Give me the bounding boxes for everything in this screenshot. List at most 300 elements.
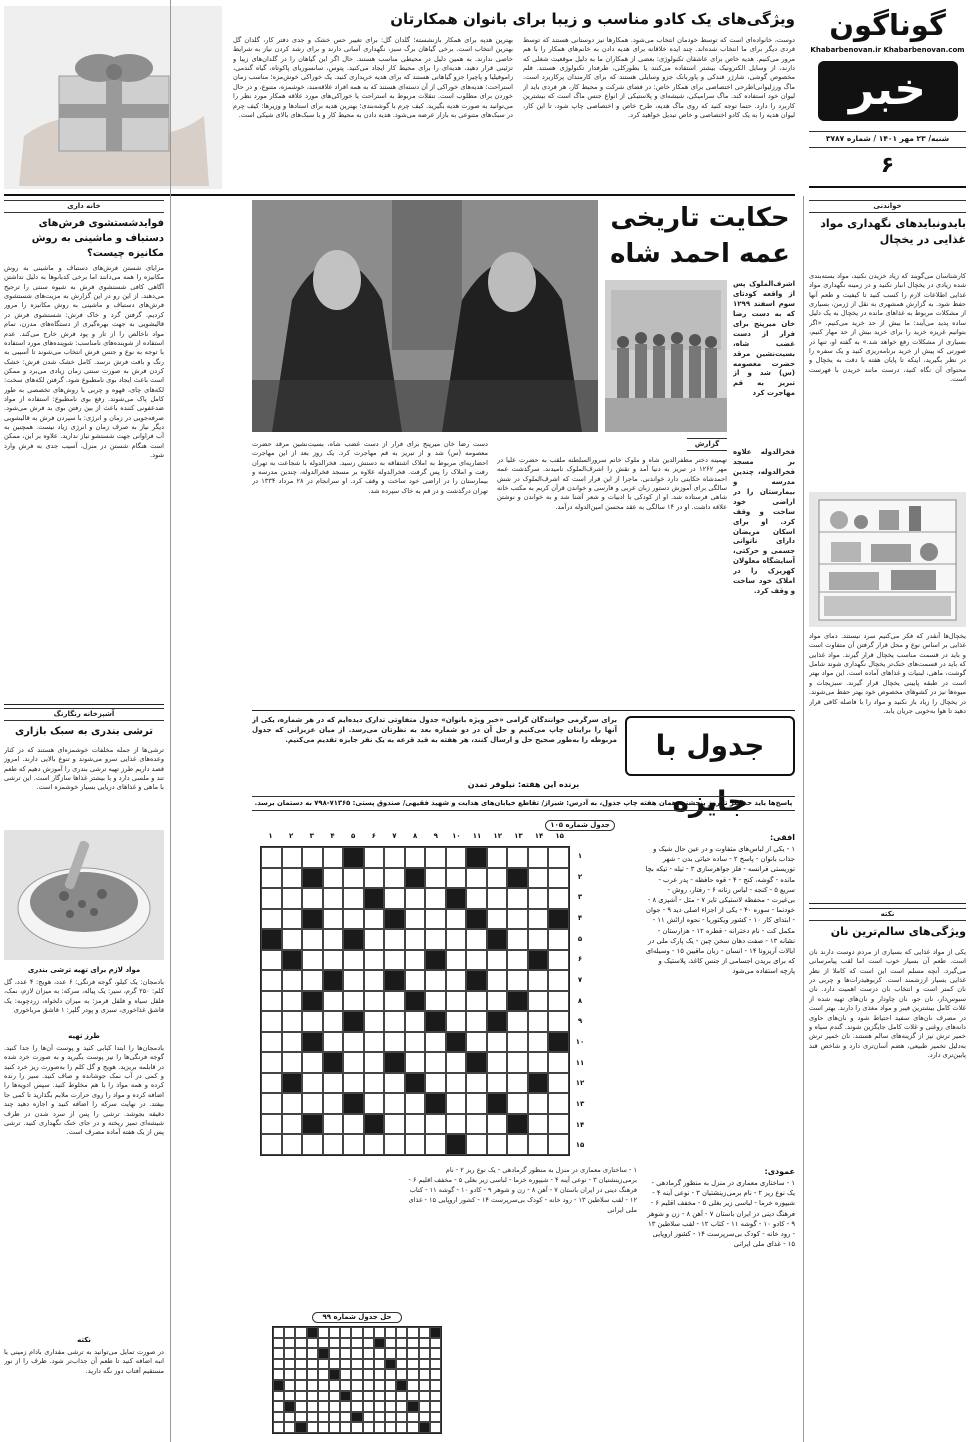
answer-cell[interactable] bbox=[364, 970, 385, 991]
bread-article bbox=[809, 908, 966, 1438]
answer-cell[interactable] bbox=[446, 909, 467, 930]
answer-cell[interactable] bbox=[384, 1114, 405, 1135]
answer-cell[interactable] bbox=[528, 1093, 549, 1114]
answer-black-cell bbox=[385, 1359, 396, 1370]
answer-cell[interactable] bbox=[425, 847, 446, 868]
answers-label: حل جدول شماره ۹۹ bbox=[312, 1312, 402, 1323]
answer-cell[interactable] bbox=[302, 1093, 323, 1114]
masthead bbox=[809, 6, 966, 188]
answer-grid-cell bbox=[318, 1369, 329, 1380]
answer-cell[interactable] bbox=[261, 991, 282, 1012]
column-number: ۹ bbox=[433, 832, 438, 840]
answer-cell[interactable] bbox=[323, 847, 344, 868]
answer-cell[interactable] bbox=[425, 970, 446, 991]
answer-black-cell bbox=[329, 1369, 340, 1380]
row-number: ۱۴ bbox=[575, 1120, 585, 1129]
answer-cell[interactable] bbox=[261, 1073, 282, 1094]
answer-grid-cell bbox=[284, 1391, 295, 1402]
answer-grid-cell bbox=[295, 1369, 306, 1380]
answer-cell[interactable] bbox=[528, 970, 549, 991]
answer-cell[interactable] bbox=[528, 1032, 549, 1053]
answer-cell[interactable] bbox=[302, 1052, 323, 1073]
black-cell bbox=[446, 1134, 467, 1155]
answer-grid-cell bbox=[284, 1380, 295, 1391]
answer-grid-cell bbox=[273, 1412, 284, 1423]
answer-cell[interactable] bbox=[487, 888, 508, 909]
answer-cell[interactable] bbox=[323, 1093, 344, 1114]
black-cell bbox=[528, 1073, 549, 1094]
answer-black-cell bbox=[374, 1338, 385, 1349]
answer-cell[interactable] bbox=[528, 1052, 549, 1073]
answer-cell[interactable] bbox=[425, 1114, 446, 1135]
answer-cell[interactable] bbox=[261, 1032, 282, 1053]
answer-cell[interactable] bbox=[548, 868, 569, 889]
answer-cell[interactable] bbox=[323, 929, 344, 950]
answer-cell[interactable] bbox=[507, 929, 528, 950]
answer-cell[interactable] bbox=[446, 991, 467, 1012]
pickle-headline: ترشی بندری به سبک بازاری bbox=[15, 726, 153, 737]
answer-cell[interactable] bbox=[282, 1052, 303, 1073]
fridge-text-bottom: یخچال‌ها آنقدر که فکر می‌کنیم سرد نیستند. دمای مواد غذایی بر اساس نوع و محل قرار گرفتن آن متفاوت است و باید در قسمت مناسب یخچال قرار گیرند. مواد غذایی که باید در قسمت‌های خنک‌تر یخچال نگهداری شوند شامل گوشت، ماهی، لبنیات و غذاهای آماده است. این مواد بهتر است در طبقه پایینی یخچال قرار گیرند. سبزیجات و میوه‌ها نیز در کشوهای مخصوص خود بهتر حفظ می‌شوند. در یخچال را زیاد باز نکنید و مواد را با فاصله کافی قرار دهید تا هوا به‌خوبی جریان یابد. bbox=[809, 632, 966, 715]
answer-grid-cell bbox=[430, 1348, 441, 1359]
row-number: ۹ bbox=[577, 1017, 583, 1026]
answer-cell[interactable] bbox=[343, 1052, 364, 1073]
answer-cell[interactable] bbox=[466, 868, 487, 889]
answer-cell[interactable] bbox=[343, 950, 364, 971]
answer-cell[interactable] bbox=[364, 1134, 385, 1155]
answer-cell[interactable] bbox=[323, 1073, 344, 1094]
column-number: ۲ bbox=[289, 832, 294, 840]
answer-cell[interactable] bbox=[487, 1114, 508, 1135]
answer-cell[interactable] bbox=[261, 847, 282, 868]
answer-cell[interactable] bbox=[364, 909, 385, 930]
answer-cell[interactable] bbox=[302, 929, 323, 950]
answer-cell[interactable] bbox=[282, 909, 303, 930]
row-number: ۱۱ bbox=[575, 1058, 585, 1067]
answer-cell[interactable] bbox=[302, 847, 323, 868]
answer-cell[interactable] bbox=[343, 888, 364, 909]
answer-cell[interactable] bbox=[282, 888, 303, 909]
answer-grid-cell bbox=[318, 1359, 329, 1370]
answer-grid-cell bbox=[396, 1412, 407, 1423]
answer-grid-cell bbox=[273, 1327, 284, 1338]
answer-grid-cell bbox=[396, 1401, 407, 1412]
answer-cell[interactable] bbox=[384, 847, 405, 868]
answer-cell[interactable] bbox=[446, 1011, 467, 1032]
answer-cell[interactable] bbox=[343, 1134, 364, 1155]
answer-cell[interactable] bbox=[384, 1032, 405, 1053]
answer-grid-cell bbox=[284, 1369, 295, 1380]
answer-cell[interactable] bbox=[507, 888, 528, 909]
answer-grid-cell bbox=[273, 1338, 284, 1349]
answer-grid-cell bbox=[374, 1391, 385, 1402]
answer-cell[interactable] bbox=[405, 1011, 426, 1032]
answer-black-cell bbox=[273, 1380, 284, 1391]
answer-cell[interactable] bbox=[302, 1073, 323, 1094]
group-photo-illustration bbox=[605, 280, 727, 432]
answer-cell[interactable] bbox=[548, 970, 569, 991]
answer-cell[interactable] bbox=[548, 888, 569, 909]
answer-cell[interactable] bbox=[302, 950, 323, 971]
answer-cell[interactable] bbox=[528, 909, 549, 930]
answer-cell[interactable] bbox=[487, 950, 508, 971]
answer-cell[interactable] bbox=[507, 1093, 528, 1114]
answer-cell[interactable] bbox=[384, 1134, 405, 1155]
answer-grid-cell bbox=[351, 1401, 362, 1412]
answer-cell[interactable] bbox=[261, 1011, 282, 1032]
answer-grid-cell bbox=[351, 1359, 362, 1370]
answer-cell[interactable] bbox=[323, 1134, 344, 1155]
answer-grid-cell bbox=[363, 1338, 374, 1349]
answer-cell[interactable] bbox=[323, 1114, 344, 1135]
history-sidebar-2: فخرالدوله علاوه بر مسجد فخرالدوله، چندین مدرسه و بیمارستان را در اراضی خود ساخت و وقف کرد. او برای اسکان مریضان دارای ناتوانی جسمی و حرکتی، آسایشگاه معلولان کهریزک را در املاک خود ساخت و وقف کرد. bbox=[733, 448, 795, 596]
answer-cell[interactable] bbox=[343, 1032, 364, 1053]
answer-grid-cell bbox=[318, 1391, 329, 1402]
black-cell bbox=[425, 1093, 446, 1114]
black-cell bbox=[446, 888, 467, 909]
black-cell bbox=[425, 950, 446, 971]
answer-cell[interactable] bbox=[487, 847, 508, 868]
gift-photo bbox=[4, 6, 222, 189]
answer-cell[interactable] bbox=[466, 1114, 487, 1135]
answer-cell[interactable] bbox=[446, 950, 467, 971]
answer-cell[interactable] bbox=[364, 1011, 385, 1032]
answer-cell[interactable] bbox=[466, 1073, 487, 1094]
answer-cell[interactable] bbox=[323, 909, 344, 930]
answer-cell[interactable] bbox=[487, 1052, 508, 1073]
answer-grid-cell bbox=[351, 1380, 362, 1391]
answer-cell[interactable] bbox=[282, 847, 303, 868]
answer-cell[interactable] bbox=[343, 909, 364, 930]
answer-grid-cell bbox=[374, 1380, 385, 1391]
answer-cell[interactable] bbox=[323, 1011, 344, 1032]
row-number: ۱۰ bbox=[575, 1037, 585, 1046]
answer-cell[interactable] bbox=[364, 1073, 385, 1094]
answer-cell[interactable] bbox=[302, 888, 323, 909]
logo-text: خبر bbox=[848, 64, 927, 116]
answer-cell[interactable] bbox=[343, 1073, 364, 1094]
answer-cell[interactable] bbox=[282, 1032, 303, 1053]
answer-cell[interactable] bbox=[261, 970, 282, 991]
answer-cell[interactable] bbox=[261, 950, 282, 971]
answer-grid-cell bbox=[295, 1348, 306, 1359]
column-number: ۱۱ bbox=[472, 832, 482, 840]
answer-black-cell bbox=[407, 1401, 418, 1412]
row-number: ۵ bbox=[577, 934, 583, 943]
answer-cell[interactable] bbox=[261, 1093, 282, 1114]
answer-cell[interactable] bbox=[261, 868, 282, 889]
answer-cell[interactable] bbox=[364, 1093, 385, 1114]
answer-cell[interactable] bbox=[405, 1114, 426, 1135]
answer-cell[interactable] bbox=[343, 1114, 364, 1135]
answer-black-cell bbox=[307, 1327, 318, 1338]
answer-cell[interactable] bbox=[528, 1011, 549, 1032]
answer-grid-cell bbox=[329, 1401, 340, 1412]
answer-cell[interactable] bbox=[466, 991, 487, 1012]
answer-cell[interactable] bbox=[364, 1032, 385, 1053]
answer-cell[interactable] bbox=[343, 868, 364, 889]
answer-grid-cell bbox=[340, 1401, 351, 1412]
answer-cell[interactable] bbox=[282, 991, 303, 1012]
answer-cell[interactable] bbox=[405, 970, 426, 991]
column-number: ۱۳ bbox=[514, 832, 523, 840]
answer-grid-cell bbox=[419, 1412, 430, 1423]
answer-cell[interactable] bbox=[302, 1134, 323, 1155]
answer-grid-cell bbox=[374, 1359, 385, 1370]
answer-grid-cell bbox=[419, 1327, 430, 1338]
answer-black-cell bbox=[430, 1327, 441, 1338]
answer-cell[interactable] bbox=[384, 929, 405, 950]
answer-cell[interactable] bbox=[425, 868, 446, 889]
answer-cell[interactable] bbox=[405, 929, 426, 950]
answer-cell[interactable] bbox=[507, 1032, 528, 1053]
answer-cell[interactable] bbox=[466, 950, 487, 971]
answer-cell[interactable] bbox=[548, 991, 569, 1012]
answer-black-cell bbox=[340, 1391, 351, 1402]
answer-cell[interactable] bbox=[446, 970, 467, 991]
row-number: ۱۲ bbox=[575, 1079, 585, 1088]
answer-cell[interactable] bbox=[466, 1011, 487, 1032]
answer-cell[interactable] bbox=[405, 1093, 426, 1114]
answer-cell[interactable] bbox=[446, 1052, 467, 1073]
page-number: ۶ bbox=[880, 152, 895, 178]
answer-cell[interactable] bbox=[405, 1032, 426, 1053]
answer-cell[interactable] bbox=[384, 888, 405, 909]
answer-cell[interactable] bbox=[507, 950, 528, 971]
answer-cell[interactable] bbox=[487, 991, 508, 1012]
answer-cell[interactable] bbox=[405, 950, 426, 971]
answer-cell[interactable] bbox=[425, 1073, 446, 1094]
answer-grid-cell bbox=[407, 1380, 418, 1391]
answer-grid-cell bbox=[407, 1359, 418, 1370]
pickle-ingredients: بادمجان: یک کیلو، گوجه فرنگی: ۶ عدد، هویج: ۴ عدد، گل کلم: ۲۵۰ گرم، سیر: یک پیاله، سرکه: به میزان لازم، نمک، فلفل سیاه و فلفل قرمز: به میزان دلخواه، زردچوبه: یک قاشق غذاخوری، سبزی و پودر گلپر: ۱ قاشق مرباخوری bbox=[4, 978, 164, 1015]
answer-cell[interactable] bbox=[384, 1073, 405, 1094]
answer-grid-cell bbox=[307, 1391, 318, 1402]
answer-cell[interactable] bbox=[384, 1093, 405, 1114]
answer-grid-cell bbox=[419, 1391, 430, 1402]
answer-cell[interactable] bbox=[548, 1093, 569, 1114]
black-cell bbox=[405, 868, 426, 889]
answer-grid-cell bbox=[407, 1327, 418, 1338]
answer-grid-cell bbox=[351, 1391, 362, 1402]
answer-cell[interactable] bbox=[282, 970, 303, 991]
answer-cell[interactable] bbox=[364, 950, 385, 971]
answer-cell[interactable] bbox=[425, 888, 446, 909]
answer-cell[interactable] bbox=[384, 868, 405, 889]
answer-cell[interactable] bbox=[528, 888, 549, 909]
column-number: ۱۴ bbox=[534, 832, 544, 840]
answer-grid-cell bbox=[363, 1369, 374, 1380]
answer-cell[interactable] bbox=[405, 888, 426, 909]
answer-cell[interactable] bbox=[487, 1134, 508, 1155]
answer-cell[interactable] bbox=[507, 1052, 528, 1073]
answer-cell[interactable] bbox=[548, 847, 569, 868]
answer-cell[interactable] bbox=[548, 1011, 569, 1032]
answer-cell[interactable] bbox=[323, 1032, 344, 1053]
answer-cell[interactable] bbox=[364, 1052, 385, 1073]
answer-grid-cell bbox=[363, 1380, 374, 1391]
answer-grid-cell bbox=[329, 1338, 340, 1349]
fridge-article bbox=[809, 200, 966, 900]
answer-cell[interactable] bbox=[466, 1093, 487, 1114]
answer-cell[interactable] bbox=[261, 1052, 282, 1073]
answer-cell[interactable] bbox=[323, 868, 344, 889]
black-cell bbox=[487, 1011, 508, 1032]
answer-grid-cell bbox=[295, 1380, 306, 1391]
answer-cell[interactable] bbox=[446, 1073, 467, 1094]
answer-cell[interactable] bbox=[425, 929, 446, 950]
answer-grid-cell bbox=[419, 1380, 430, 1391]
answer-cell[interactable] bbox=[261, 888, 282, 909]
answer-cell[interactable] bbox=[466, 1134, 487, 1155]
answer-cell[interactable] bbox=[487, 868, 508, 889]
answer-grid-cell bbox=[340, 1369, 351, 1380]
answer-grid-cell bbox=[363, 1391, 374, 1402]
answers-grid bbox=[272, 1326, 442, 1434]
answer-cell[interactable] bbox=[446, 847, 467, 868]
answer-grid-cell bbox=[430, 1369, 441, 1380]
answer-cell[interactable] bbox=[507, 1134, 528, 1155]
answer-cell[interactable] bbox=[487, 1073, 508, 1094]
answer-cell[interactable] bbox=[323, 950, 344, 971]
answer-cell[interactable] bbox=[548, 1134, 569, 1155]
answer-grid-cell bbox=[295, 1359, 306, 1370]
answer-cell[interactable] bbox=[405, 847, 426, 868]
fridge-headline: بایدونبایدهای نگهداری مواد غذایی در یخچال bbox=[820, 217, 966, 246]
answer-cell[interactable] bbox=[528, 991, 549, 1012]
answer-grid-cell bbox=[374, 1327, 385, 1338]
answer-cell[interactable] bbox=[384, 991, 405, 1012]
answer-cell[interactable] bbox=[425, 1134, 446, 1155]
answer-cell[interactable] bbox=[548, 1073, 569, 1094]
black-cell bbox=[405, 991, 426, 1012]
answer-cell[interactable] bbox=[343, 991, 364, 1012]
answer-cell[interactable] bbox=[446, 868, 467, 889]
answer-cell[interactable] bbox=[384, 950, 405, 971]
answer-cell[interactable] bbox=[466, 888, 487, 909]
issue-line: شنبه/ ۲۳ مهر ۱۴۰۱ / شماره ۳۷۸۷ bbox=[809, 131, 966, 147]
answer-cell[interactable] bbox=[487, 909, 508, 930]
answer-cell[interactable] bbox=[528, 929, 549, 950]
row-number: ۱۵ bbox=[575, 1141, 585, 1150]
answer-cell[interactable] bbox=[282, 1114, 303, 1135]
answer-grid-cell bbox=[419, 1369, 430, 1380]
answer-cell[interactable] bbox=[507, 847, 528, 868]
answer-cell[interactable] bbox=[507, 1011, 528, 1032]
answer-cell[interactable] bbox=[548, 950, 569, 971]
answer-cell[interactable] bbox=[405, 1134, 426, 1155]
answer-grid-cell bbox=[295, 1412, 306, 1423]
answer-cell[interactable] bbox=[446, 1093, 467, 1114]
pickle-method-title: طرز تهیه bbox=[68, 1032, 100, 1040]
answer-cell[interactable] bbox=[466, 1032, 487, 1053]
black-cell bbox=[548, 1032, 569, 1053]
answer-cell[interactable] bbox=[425, 991, 446, 1012]
answer-cell[interactable] bbox=[364, 991, 385, 1012]
answer-cell[interactable] bbox=[384, 1011, 405, 1032]
answer-cell[interactable] bbox=[323, 991, 344, 1012]
answer-cell[interactable] bbox=[302, 1011, 323, 1032]
answer-cell[interactable] bbox=[405, 1052, 426, 1073]
answer-cell[interactable] bbox=[528, 1114, 549, 1135]
answer-grid-cell bbox=[396, 1422, 407, 1433]
answer-cell[interactable] bbox=[466, 929, 487, 950]
answer-cell[interactable] bbox=[282, 868, 303, 889]
answer-grid-cell bbox=[363, 1359, 374, 1370]
answer-cell[interactable] bbox=[507, 1073, 528, 1094]
answer-grid-cell bbox=[273, 1348, 284, 1359]
answer-cell[interactable] bbox=[343, 970, 364, 991]
crossword-grid[interactable] bbox=[260, 846, 570, 1156]
black-cell bbox=[302, 1114, 323, 1135]
answer-grid-cell bbox=[340, 1359, 351, 1370]
answer-cell[interactable] bbox=[507, 909, 528, 930]
answer-cell[interactable] bbox=[446, 1114, 467, 1135]
answer-grid-cell bbox=[340, 1327, 351, 1338]
answer-cell[interactable] bbox=[364, 847, 385, 868]
answer-cell[interactable] bbox=[487, 1032, 508, 1053]
answer-cell[interactable] bbox=[425, 1032, 446, 1053]
answer-grid-cell bbox=[430, 1422, 441, 1433]
answer-grid-cell bbox=[307, 1422, 318, 1433]
answer-cell[interactable] bbox=[364, 868, 385, 889]
answer-cell[interactable] bbox=[261, 909, 282, 930]
black-cell bbox=[384, 909, 405, 930]
answer-cell[interactable] bbox=[548, 1114, 569, 1135]
column-number: ۳ bbox=[309, 832, 314, 840]
answer-cell[interactable] bbox=[548, 1052, 569, 1073]
answer-cell[interactable] bbox=[323, 888, 344, 909]
answer-cell[interactable] bbox=[425, 909, 446, 930]
answer-grid-cell bbox=[329, 1348, 340, 1359]
answer-cell[interactable] bbox=[548, 929, 569, 950]
answer-cell[interactable] bbox=[425, 1052, 446, 1073]
answer-cell[interactable] bbox=[261, 1134, 282, 1155]
answer-cell[interactable] bbox=[405, 909, 426, 930]
answer-cell[interactable] bbox=[528, 1134, 549, 1155]
answer-grid-cell bbox=[295, 1401, 306, 1412]
answer-cell[interactable] bbox=[446, 929, 467, 950]
answer-cell[interactable] bbox=[282, 1011, 303, 1032]
answer-cell[interactable] bbox=[528, 868, 549, 889]
answer-grid-cell bbox=[385, 1412, 396, 1423]
answer-grid-cell bbox=[273, 1391, 284, 1402]
pickle-tag: آشپزخانه رنگارنگ bbox=[4, 708, 164, 721]
black-cell bbox=[343, 1011, 364, 1032]
website-links: Khabarbenovan.ir Khabarbenovan.com bbox=[810, 46, 965, 54]
answer-grid-cell bbox=[351, 1422, 362, 1433]
answer-cell[interactable] bbox=[487, 970, 508, 991]
answer-grid-cell bbox=[273, 1369, 284, 1380]
black-cell bbox=[384, 970, 405, 991]
answer-grid-cell bbox=[374, 1412, 385, 1423]
answer-cell[interactable] bbox=[302, 970, 323, 991]
answer-grid-cell bbox=[374, 1369, 385, 1380]
black-cell bbox=[466, 970, 487, 991]
bread-text: یکی از مواد غذایی که بسیاری از مردم دوست دارند نان است. طعم آن بسیار خوب است اما لقب پیامرسانی می‌گیرد. آنچه مسلم است این است که کاملا از نظر غذایی بسیار ارزشمند است. کربوهیدرات‌ها و چربی در نان کمتر است و انتخاب نان درست اهمیت دارد. نان سبوس‌دار، نان جو، نان چاودار و نان‌های تهیه شده از غلات کامل بیشترین فیبر و مواد مغذی را دارند. بهتر است در مصرف نان‌های سفید احتیاط شود و نان‌های حاوی دانه‌های روغنی و غلات کامل جایگزین شوند. گندم سیاه و خمیر ترش نیز از گزینه‌های سالم هستند. نان خمیر ترش به‌دلیل تخمیر طبیعی، هضم آسان‌تری دارد و شاخص قند پایین‌تری دارد. bbox=[809, 948, 966, 1059]
answer-cell[interactable] bbox=[282, 929, 303, 950]
answer-cell[interactable] bbox=[282, 1093, 303, 1114]
answer-cell[interactable] bbox=[507, 970, 528, 991]
answer-grid-cell bbox=[351, 1338, 362, 1349]
answer-cell[interactable] bbox=[528, 847, 549, 868]
answer-cell[interactable] bbox=[261, 1114, 282, 1135]
answer-cell[interactable] bbox=[282, 1134, 303, 1155]
row-number: ۳ bbox=[577, 893, 583, 902]
answer-cell[interactable] bbox=[364, 929, 385, 950]
answer-grid-cell bbox=[385, 1391, 396, 1402]
black-cell bbox=[343, 1093, 364, 1114]
